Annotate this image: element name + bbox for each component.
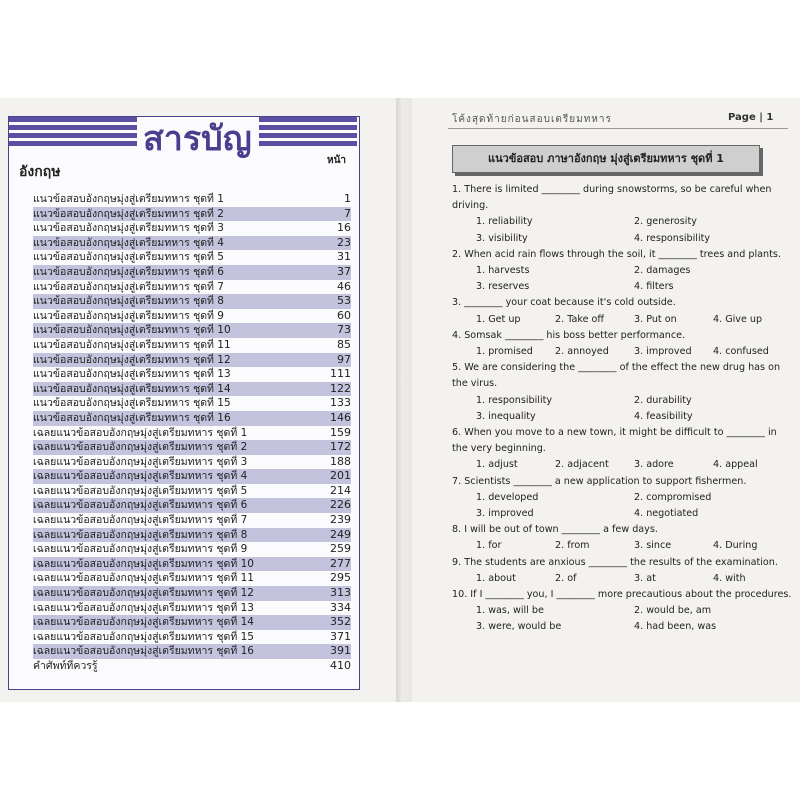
- question-item: [452, 555, 792, 587]
- question-options: [452, 603, 792, 635]
- toc-entry-page: 313: [330, 586, 351, 600]
- toc-entry-label: แนวข้อสอบอังกฤษมุ่งสู่เตรียมทหาร ชุดที่ 8: [33, 295, 224, 308]
- toc-entry-label: เฉลยแนวข้อสอบอังกฤษมุ่งสู่เตรียมทหาร ชุดที่ 6: [33, 499, 248, 512]
- answer-option: 3. adore: [634, 459, 674, 471]
- question-item: [452, 360, 792, 425]
- question-item: [452, 474, 792, 523]
- answer-option: 2. generosity: [634, 216, 697, 228]
- toc-entry: [33, 644, 351, 659]
- answer-option: 3. Put on: [634, 313, 677, 325]
- question-options: [452, 538, 792, 554]
- toc-entry: [33, 498, 351, 513]
- answer-option: 3. at: [634, 572, 656, 584]
- answer-option: 1. promised: [476, 346, 533, 358]
- question-options: [452, 344, 792, 360]
- toc-entry-label: เฉลยแนวข้อสอบอังกฤษมุ่งสู่เตรียมทหาร ชุดที่ 1: [33, 426, 248, 439]
- answer-option: 3. visibility: [476, 232, 528, 244]
- toc-entry-page: 277: [330, 556, 351, 570]
- toc-page: [0, 98, 396, 702]
- question-text: 1. There is limited ________ during snowstorms, so be careful when driving.: [452, 184, 772, 212]
- toc-entry-label: แนวข้อสอบอังกฤษมุ่งสู่เตรียมทหาร ชุดที่ 15: [33, 397, 231, 410]
- toc-entry-label: เฉลยแนวข้อสอบอังกฤษมุ่งสู่เตรียมทหาร ชุดที่ 7: [33, 514, 248, 527]
- toc-entry-page: 410: [330, 659, 351, 672]
- toc-entry-label: เฉลยแนวข้อสอบอังกฤษมุ่งสู่เตรียมทหาร ชุดที่ 2: [33, 441, 248, 454]
- toc-entry-label: แนวข้อสอบอังกฤษมุ่งสู่เตรียมทหาร ชุดที่ 5: [33, 251, 224, 264]
- question-text: 6. When you move to a new town, it might be difficult to ________ in the very beginning.: [452, 427, 777, 455]
- toc-entry-label: แนวข้อสอบอังกฤษมุ่งสู่เตรียมทหาร ชุดที่ 14: [33, 382, 231, 395]
- toc-entry: [33, 353, 351, 368]
- answer-option: 1. responsibility: [476, 394, 553, 406]
- toc-entry-page: 97: [337, 352, 351, 366]
- toc-entry-label: แนวข้อสอบอังกฤษมุ่งสู่เตรียมทหาร ชุดที่ 11: [33, 338, 231, 351]
- answer-option: 2. adjacent: [555, 459, 609, 471]
- toc-entry-page: 46: [337, 279, 351, 293]
- toc-entry-page: 201: [330, 469, 351, 483]
- question-text: 9. The students are anxious ________ the results of the examination.: [452, 556, 778, 568]
- toc-entry: [33, 221, 351, 236]
- answer-option: 3. were, would be: [476, 621, 562, 633]
- toc-entry-label: เฉลยแนวข้อสอบอังกฤษมุ่งสู่เตรียมทหาร ชุดที่ 14: [33, 616, 254, 629]
- answer-option: 2. compromised: [634, 491, 712, 503]
- toc-entry-label: แนวข้อสอบอังกฤษมุ่งสู่เตรียมทหาร ชุดที่ 2: [33, 207, 224, 220]
- book-gutter: [396, 98, 412, 702]
- answer-option: 3. improved: [634, 346, 692, 358]
- toc-entry-label: แนวข้อสอบอังกฤษมุ่งสู่เตรียมทหาร ชุดที่ 6: [33, 265, 224, 278]
- toc-entry: [33, 542, 351, 557]
- question-text: 2. When acid rain flows through the soil, it ________ trees and plants.: [452, 248, 781, 260]
- toc-entry-page: 31: [337, 250, 351, 264]
- toc-entry-page: 249: [330, 527, 351, 541]
- question-text: 7. Scientists ________ a new application to support fishermen.: [452, 475, 747, 487]
- toc-entry: [33, 338, 351, 353]
- toc-entry-page: 53: [337, 294, 351, 308]
- question-options: [452, 490, 792, 522]
- running-head: โค้งสุดท้ายก่อนสอบเตรียมทหาร: [452, 114, 612, 125]
- toc-entry-page: 111: [330, 367, 351, 381]
- toc-entry: [33, 367, 351, 382]
- toc-entry: [33, 250, 351, 265]
- toc-entry: [33, 265, 351, 280]
- toc-entry: [33, 382, 351, 397]
- question-options: [452, 457, 792, 473]
- set-banner: [452, 145, 760, 173]
- toc-entry: [33, 440, 351, 455]
- toc-entry-page: 352: [330, 615, 351, 629]
- toc-entry-page: 23: [337, 235, 351, 249]
- toc-entry-page: 37: [337, 264, 351, 278]
- toc-title: สารบัญ: [143, 119, 252, 159]
- toc-entry-label: แนวข้อสอบอังกฤษมุ่งสู่เตรียมทหาร ชุดที่ 1: [33, 193, 224, 205]
- question-options: [452, 263, 792, 295]
- toc-entry-label: แนวข้อสอบอังกฤษมุ่งสู่เตรียมทหาร ชุดที่ 12: [33, 353, 231, 366]
- answer-option: 2. Take off: [555, 313, 604, 325]
- question-text: 5. We are considering the ________ of the effect the new drug has on the virus.: [452, 362, 781, 390]
- toc-entry-page: 259: [330, 542, 351, 556]
- toc-entry-page: 73: [337, 323, 351, 337]
- toc-entry: [33, 557, 351, 572]
- toc-subject-heading: อังกฤษ: [19, 164, 61, 180]
- question-item: [452, 587, 792, 636]
- question-text: 4. Somsak ________ his boss better performance.: [452, 329, 686, 341]
- answer-option: 1. Get up: [476, 313, 521, 325]
- toc-entry-label: เฉลยแนวข้อสอบอังกฤษมุ่งสู่เตรียมทหาร ชุดที่ 5: [33, 484, 248, 497]
- answer-option: 3. since: [634, 540, 672, 552]
- toc-entry-label: เฉลยแนวข้อสอบอังกฤษมุ่งสู่เตรียมทหาร ชุดที่ 4: [33, 470, 248, 483]
- question-options: [452, 571, 792, 587]
- toc-entry-page: 1: [344, 192, 351, 205]
- toc-entry-page: 391: [330, 644, 351, 658]
- toc-entry-label: เฉลยแนวข้อสอบอังกฤษมุ่งสู่เตรียมทหาร ชุดที่ 16: [33, 645, 254, 658]
- page-number: Page | 1: [728, 112, 774, 123]
- toc-entry-page: 334: [330, 600, 351, 614]
- answer-option: 1. was, will be: [476, 605, 544, 617]
- toc-entry-page: 159: [330, 425, 351, 439]
- answer-option: 4. filters: [634, 281, 674, 293]
- answer-option: 4. Give up: [713, 313, 763, 325]
- answer-option: 4. negotiated: [634, 508, 699, 520]
- answer-option: 4. responsibility: [634, 232, 711, 244]
- toc-entry-page: 295: [330, 571, 351, 585]
- question-options: [452, 312, 792, 328]
- toc-entry: [33, 280, 351, 295]
- toc-entry-label: แนวข้อสอบอังกฤษมุ่งสู่เตรียมทหาร ชุดที่ 9: [33, 309, 224, 322]
- toc-entry: [33, 586, 351, 601]
- toc-entry: [33, 294, 351, 309]
- answer-option: 4. with: [713, 572, 746, 584]
- toc-entry-label: คำศัพท์ที่ควรรู้: [33, 660, 98, 672]
- answer-option: 4. appeal: [713, 459, 758, 471]
- answer-option: 1. developed: [476, 491, 539, 503]
- toc-entry-label: แนวข้อสอบอังกฤษมุ่งสู่เตรียมทหาร ชุดที่ 16: [33, 411, 231, 424]
- answer-option: 1. adjust: [476, 459, 518, 471]
- answer-option: 4. During: [713, 540, 758, 552]
- toc-entry-label: แนวข้อสอบอังกฤษมุ่งสู่เตรียมทหาร ชุดที่ 3: [33, 222, 224, 235]
- toc-entry: [33, 615, 351, 630]
- answer-option: 4. confused: [713, 346, 769, 358]
- title-stripes-left: [9, 117, 137, 153]
- question-text: 8. I will be out of town ________ a few days.: [452, 524, 658, 536]
- toc-entry-page: 60: [337, 308, 351, 322]
- toc-entry-label: เฉลยแนวข้อสอบอังกฤษมุ่งสู่เตรียมทหาร ชุดที่ 12: [33, 587, 254, 600]
- answer-option: 1. reliability: [476, 216, 533, 228]
- question-item: [452, 328, 792, 360]
- toc-entry-label: เฉลยแนวข้อสอบอังกฤษมุ่งสู่เตรียมทหาร ชุดที่ 3: [33, 455, 248, 468]
- question-options: [452, 393, 792, 425]
- toc-entry-label: แนวข้อสอบอังกฤษมุ่งสู่เตรียมทหาร ชุดที่ 4: [33, 236, 224, 249]
- toc-entry-label: แนวข้อสอบอังกฤษมุ่งสู่เตรียมทหาร ชุดที่ 13: [33, 368, 231, 381]
- toc-entry: [33, 426, 351, 441]
- question-options: [452, 214, 792, 246]
- answer-option: 2. from: [555, 540, 590, 552]
- answer-option: 2. annoyed: [555, 346, 609, 358]
- question-item: [452, 247, 792, 296]
- toc-entry: [33, 528, 351, 543]
- toc-entry-page: 7: [344, 206, 351, 220]
- question-item: [452, 425, 792, 474]
- answer-option: 3. improved: [476, 508, 534, 520]
- toc-entry-page: 16: [337, 221, 351, 235]
- title-stripes-right: [259, 117, 357, 153]
- answer-option: 2. durability: [634, 394, 692, 406]
- toc-entry-page: 214: [330, 483, 351, 497]
- toc-entry: [33, 659, 351, 674]
- toc-entry-label: เฉลยแนวข้อสอบอังกฤษมุ่งสู่เตรียมทหาร ชุดที่ 9: [33, 543, 248, 556]
- toc-entry-label: แนวข้อสอบอังกฤษมุ่งสู่เตรียมทหาร ชุดที่ 7: [33, 280, 224, 293]
- toc-entry-page: 188: [330, 454, 351, 468]
- answer-option: 2. would be, am: [634, 605, 712, 617]
- question-item: [452, 182, 792, 247]
- toc-entry-page: 172: [330, 440, 351, 454]
- toc-entry-page: 133: [330, 396, 351, 410]
- toc-entry: [33, 207, 351, 222]
- toc-entry: [33, 411, 351, 426]
- answer-option: 2. of: [555, 572, 577, 584]
- toc-entry: [33, 601, 351, 616]
- toc-entry-page: 85: [337, 337, 351, 351]
- answer-option: 3. reserves: [476, 281, 530, 293]
- toc-entry: [33, 571, 351, 586]
- question-item: [452, 295, 792, 327]
- answer-option: 1. for: [476, 540, 502, 552]
- toc-entry-page: 371: [330, 629, 351, 643]
- toc-entry-label: แนวข้อสอบอังกฤษมุ่งสู่เตรียมทหาร ชุดที่ 10: [33, 324, 231, 337]
- toc-entry: [33, 323, 351, 338]
- toc-entry: [33, 513, 351, 528]
- toc-entry-page: 239: [330, 513, 351, 527]
- toc-entry-page: 146: [330, 410, 351, 424]
- answer-option: 3. inequality: [476, 410, 536, 422]
- answer-option: 2. damages: [634, 265, 691, 277]
- question-item: [452, 522, 792, 554]
- toc-entry: [33, 630, 351, 645]
- answer-option: 4. feasibility: [634, 410, 693, 422]
- header-rule: [448, 128, 788, 129]
- toc-entry: [33, 396, 351, 411]
- toc-page-column-header: หน้า: [327, 155, 347, 166]
- toc-entry: [33, 455, 351, 470]
- toc-entry-label: เฉลยแนวข้อสอบอังกฤษมุ่งสู่เตรียมทหาร ชุดที่ 11: [33, 572, 254, 585]
- toc-entry: [33, 484, 351, 499]
- toc-entry: [33, 469, 351, 484]
- toc-entry-page: 122: [330, 381, 351, 395]
- question-text: 10. If I ________ you, I ________ more precautious about the procedures.: [452, 589, 792, 601]
- toc-entry-label: เฉลยแนวข้อสอบอังกฤษมุ่งสู่เตรียมทหาร ชุดที่ 10: [33, 557, 254, 570]
- toc-entry-label: เฉลยแนวข้อสอบอังกฤษมุ่งสู่เตรียมทหาร ชุดที่ 15: [33, 630, 254, 643]
- set-banner-text: แนวข้อสอบ ภาษาอังกฤษ มุ่งสู่เตรียมทหาร ชุดที่ 1: [488, 152, 724, 165]
- exam-page: [412, 98, 800, 702]
- question-text: 3. ________ your coat because it's cold outside.: [452, 297, 676, 309]
- toc-entry-page: 226: [330, 498, 351, 512]
- question-list: [452, 182, 792, 636]
- answer-option: 4. had been, was: [634, 621, 717, 633]
- toc-entry-label: เฉลยแนวข้อสอบอังกฤษมุ่งสู่เตรียมทหาร ชุดที่ 13: [33, 601, 254, 614]
- toc-entry-label: เฉลยแนวข้อสอบอังกฤษมุ่งสู่เตรียมทหาร ชุดที่ 8: [33, 528, 248, 541]
- toc-entry: [33, 236, 351, 251]
- toc-entry: [33, 309, 351, 324]
- toc-entry: [33, 192, 351, 207]
- toc-list: [33, 192, 351, 674]
- answer-option: 1. harvests: [476, 265, 530, 277]
- answer-option: 1. about: [476, 572, 516, 584]
- toc-frame: [8, 116, 360, 690]
